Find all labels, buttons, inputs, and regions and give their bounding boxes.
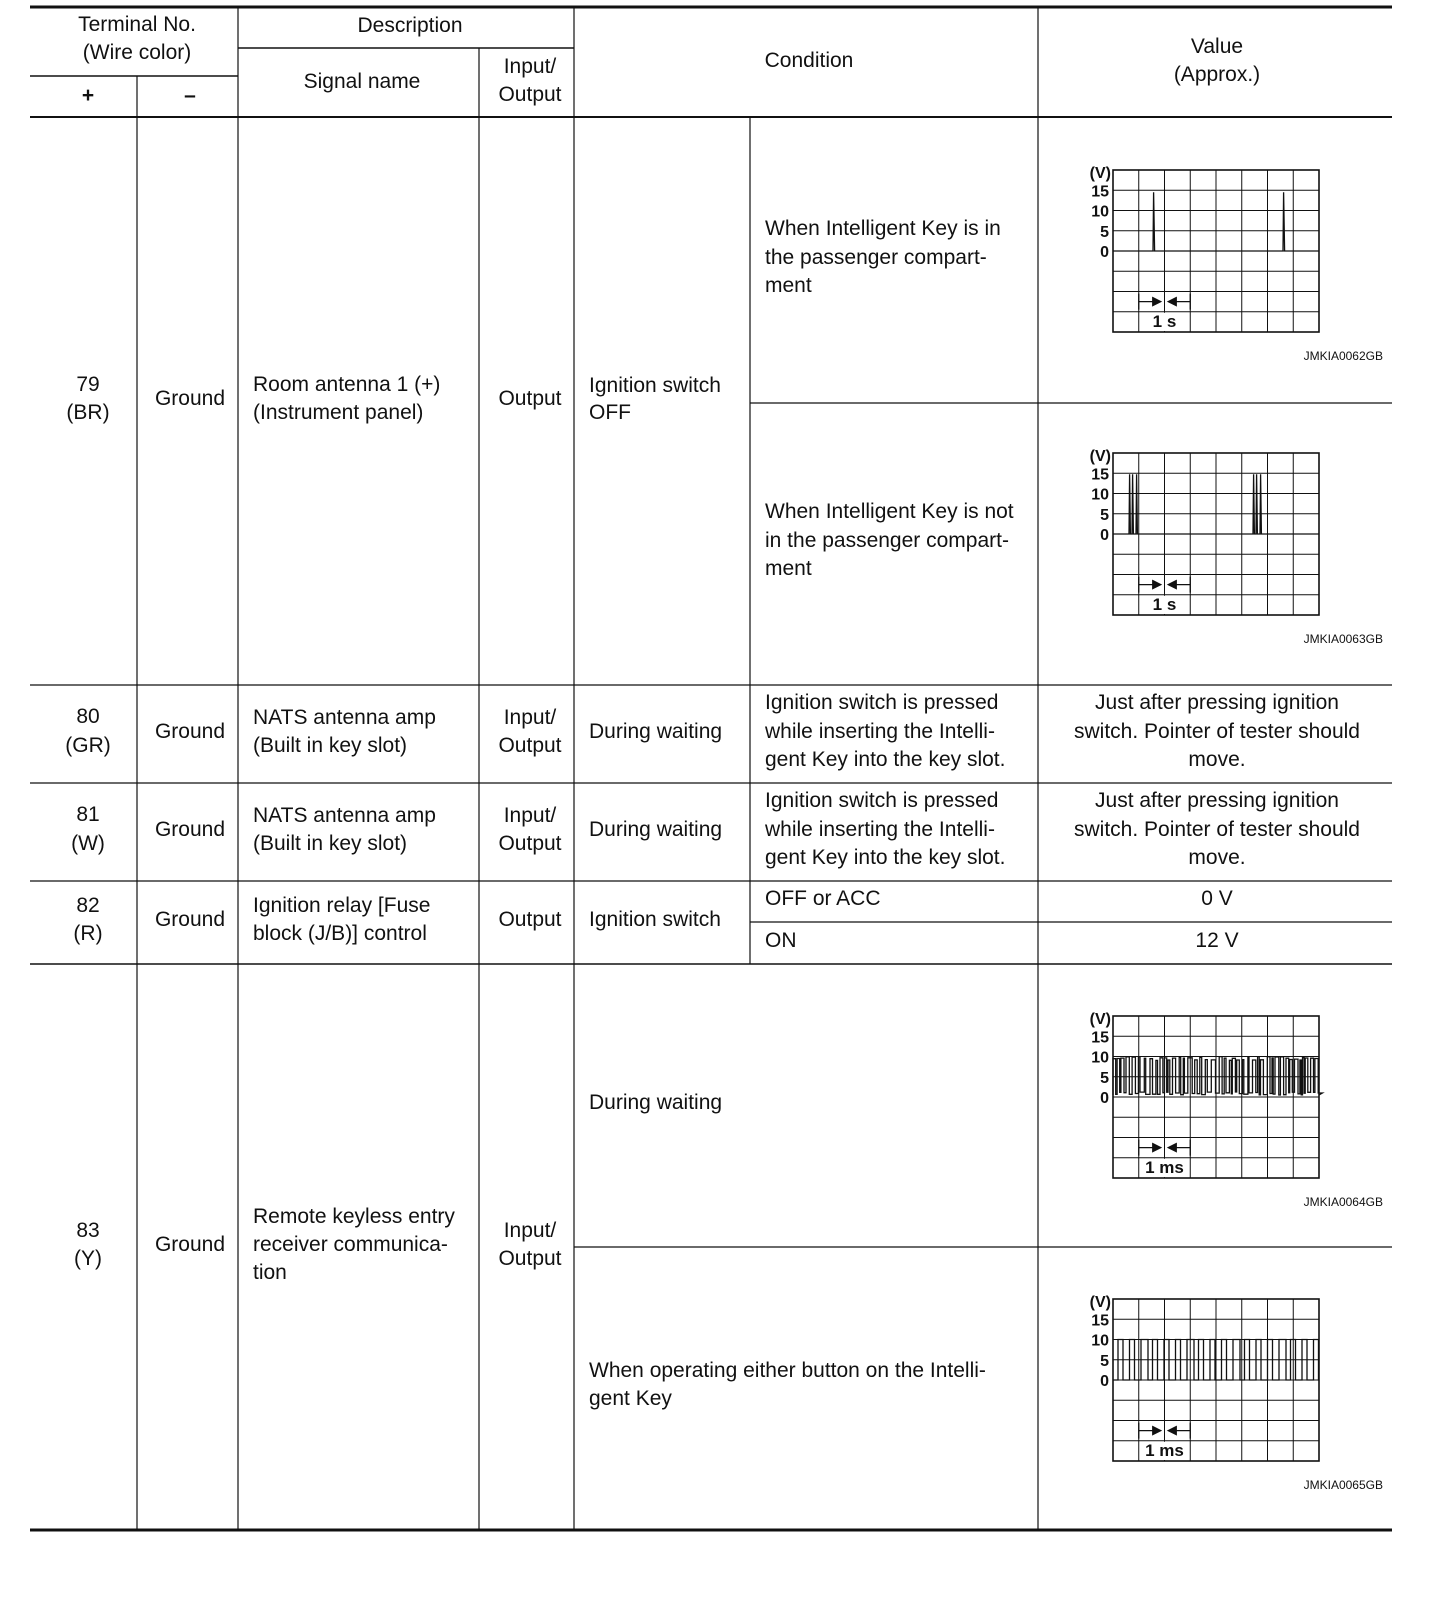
r79-sub1-2: the passenger compart- — [765, 246, 987, 269]
hdr-signal-name: Signal name — [303, 70, 421, 93]
r80-signal-1: NATS antenna amp — [253, 706, 436, 729]
hdr-io-2: Output — [498, 83, 562, 106]
scope-tick-label: 15 — [1091, 1312, 1109, 1330]
r82-signal-1: Ignition relay [Fuse — [253, 894, 431, 917]
hdr-terminal-no-1: Terminal No. — [78, 13, 196, 36]
figure-caption: JMKIA0063GB — [1303, 632, 1383, 646]
r81-value-2: switch. Pointer of tester should — [1074, 818, 1360, 841]
r79-condition-2: OFF — [589, 401, 631, 424]
r81-condition: During waiting — [589, 818, 723, 841]
r79-sub2-1: When Intelligent Key is not — [765, 500, 1014, 523]
r83-io-1: Input/ — [503, 1219, 557, 1242]
scope-time-label: 1 s — [1152, 594, 1177, 614]
scope-tick-label: 0 — [1100, 1090, 1109, 1107]
r79-terminal-1: 79 — [76, 373, 100, 396]
figure-caption: JMKIA0065GB — [1303, 1478, 1383, 1492]
r80-sub-2: while inserting the Intelli- — [765, 720, 995, 743]
scope-unit-label: (V) — [1089, 1011, 1111, 1028]
r80-condition: During waiting — [589, 720, 723, 743]
figure-caption: JMKIA0064GB — [1303, 1195, 1383, 1209]
r83-terminal-1: 83 — [76, 1219, 100, 1242]
r80-io-2: Output — [498, 734, 562, 757]
r83-cond2-2: gent Key — [589, 1387, 672, 1410]
scope-unit-label: (V) — [1089, 165, 1111, 182]
scope-jmkia0065gb — [1090, 1294, 1383, 1492]
r82-io-1: Output — [498, 908, 562, 931]
r79-sub2-3: ment — [765, 557, 812, 580]
r82-terminal-2: (R) — [73, 922, 103, 945]
hdr-io-1: Input/ — [503, 55, 557, 78]
figure-caption: JMKIA0062GB — [1303, 349, 1383, 363]
r80-signal-2: (Built in key slot) — [253, 734, 408, 757]
r80-value-1: Just after pressing ignition — [1095, 691, 1339, 714]
r81-signal-2: (Built in key slot) — [253, 832, 408, 855]
r81-signal-1: NATS antenna amp — [253, 804, 436, 827]
scope-tick-label: 5 — [1100, 223, 1109, 241]
scope-unit-label: (V) — [1089, 1294, 1111, 1311]
r83-cond2-1: When operating either button on the Intelli- — [589, 1359, 986, 1382]
scope-time-label: 1 ms — [1145, 1440, 1184, 1460]
scope-jmkia0064gb — [1090, 1011, 1383, 1209]
r79-terminal-2: (BR) — [66, 401, 110, 424]
r83-signal-1: Remote keyless entry — [253, 1205, 455, 1228]
r79-sub1-1: When Intelligent Key is in — [765, 217, 1001, 240]
scope-tick-label: 10 — [1091, 1332, 1109, 1350]
r83-signal-2: receiver communica- — [253, 1233, 448, 1256]
r83-io-2: Output — [498, 1247, 562, 1270]
r82-terminal-1: 82 — [76, 894, 100, 917]
r83-cond1: During waiting — [589, 1091, 723, 1114]
scope-time-label: 1 s — [1152, 311, 1177, 331]
r82-signal-2: block (J/B)] control — [253, 922, 427, 945]
r82-value2: 12 V — [1195, 929, 1239, 952]
r80-value-2: switch. Pointer of tester should — [1074, 720, 1360, 743]
r81-value-1: Just after pressing ignition — [1095, 789, 1339, 812]
r83-terminal-2: (Y) — [74, 1247, 102, 1270]
scope-jmkia0063gb — [1090, 448, 1383, 646]
r80-ground: Ground — [154, 720, 226, 743]
hdr-value-1: Value — [1190, 35, 1244, 58]
r79-signal-1: Room antenna 1 (+) — [253, 373, 441, 396]
r79-sub2-2: in the passenger compart- — [765, 529, 1009, 552]
r81-sub-2: while inserting the Intelli- — [765, 818, 995, 841]
scope-tick-label: 5 — [1100, 506, 1109, 524]
hdr-value-2: (Approx.) — [1173, 63, 1261, 86]
r80-sub-1: Ignition switch is pressed — [765, 691, 999, 714]
hdr-condition: Condition — [764, 49, 854, 72]
terminal-table — [30, 5, 1430, 1585]
r80-terminal-2: (GR) — [65, 734, 111, 757]
r80-io-1: Input/ — [503, 706, 557, 729]
r81-terminal-1: 81 — [76, 803, 100, 826]
r79-sub1-3: ment — [765, 274, 812, 297]
scope-time-label: 1 ms — [1145, 1157, 1184, 1177]
r81-io-1: Input/ — [503, 804, 557, 827]
scope-waveform — [1113, 1057, 1322, 1095]
scope-tick-label: 10 — [1091, 1049, 1109, 1067]
scope-jmkia0062gb — [1090, 165, 1383, 363]
scope-tick-label: 0 — [1100, 1373, 1109, 1390]
scope-tick-label: 15 — [1091, 1029, 1109, 1047]
scope-tick-label: 15 — [1091, 466, 1109, 484]
r79-signal-2: (Instrument panel) — [253, 401, 424, 424]
r82-sub1: OFF or ACC — [765, 887, 881, 910]
scope-tick-label: 15 — [1091, 183, 1109, 201]
hdr-description: Description — [357, 14, 463, 37]
r81-terminal-2: (W) — [71, 832, 105, 855]
r80-sub-3: gent Key into the key slot. — [765, 748, 1006, 771]
r81-io-2: Output — [498, 832, 562, 855]
r82-condition: Ignition switch — [589, 908, 721, 931]
r82-sub2: ON — [765, 929, 797, 952]
scope-tick-label: 10 — [1091, 486, 1109, 504]
scope-tick-label: 10 — [1091, 203, 1109, 221]
scope-tick-label: 5 — [1100, 1069, 1109, 1087]
r79-io-1: Output — [498, 387, 562, 410]
r83-signal-3: tion — [253, 1261, 287, 1284]
r79-ground: Ground — [154, 387, 226, 410]
r81-sub-3: gent Key into the key slot. — [765, 846, 1006, 869]
scope-tick-label: 5 — [1100, 1352, 1109, 1370]
r82-ground: Ground — [154, 908, 226, 931]
r81-sub-1: Ignition switch is pressed — [765, 789, 999, 812]
hdr-minus: – — [184, 84, 196, 107]
hdr-plus: + — [81, 84, 95, 107]
r79-condition-1: Ignition switch — [589, 374, 721, 397]
scope-tick-label: 0 — [1100, 527, 1109, 544]
r80-value-3: move. — [1188, 748, 1246, 771]
r83-ground: Ground — [154, 1233, 226, 1256]
r82-value1: 0 V — [1201, 887, 1233, 910]
hdr-terminal-no-2: (Wire color) — [82, 41, 192, 64]
scope-tick-label: 0 — [1100, 244, 1109, 261]
scope-grid — [1113, 1016, 1319, 1178]
r81-value-3: move. — [1188, 846, 1246, 869]
r80-terminal-1: 80 — [76, 705, 100, 728]
scope-unit-label: (V) — [1089, 448, 1111, 465]
r81-ground: Ground — [154, 818, 226, 841]
